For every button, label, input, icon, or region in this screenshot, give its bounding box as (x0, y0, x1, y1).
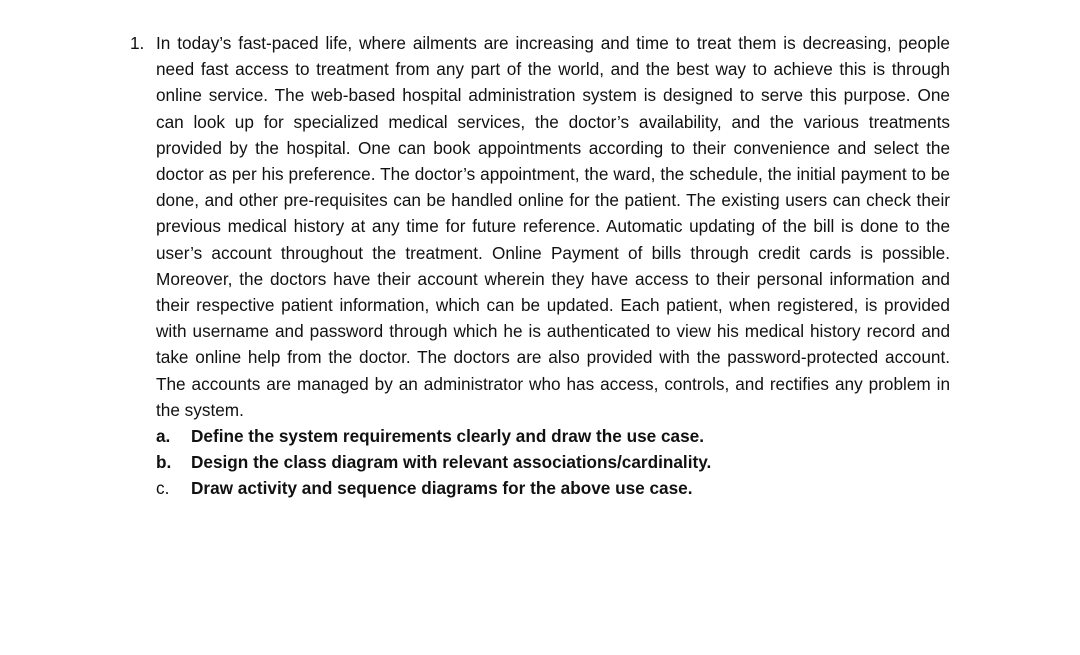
subpart-c (156, 475, 950, 501)
question-number: 1. (130, 33, 145, 53)
subpart-list (156, 423, 950, 502)
subpart-b (156, 449, 950, 475)
subpart-letter: b. (156, 452, 172, 473)
question-row (130, 30, 950, 502)
question-paragraph: In today’s fast-paced life, where ailments are increasing and time to treat them is decreasing, people need fast access to treatment from any part of the world, and the best way to achieve this is through online service. The web-based hospital administration system is designed to serve this purpose. One can look up for specialized medical services, the doctor’s availability, and the various treatments provided by the hospital. One can book appointments according to their convenience and select the doctor as per his preference. The doctor’s appointment, the ward, the schedule, the initial payment to be done, and other pre-requisites can be handled online for the patient. The existing users can check their previous medical history at any time for future reference. Automatic updating of the bill is done to the user’s account throughout the treatment. Online Payment of bills through credit cards is possible. Moreover, the doctors have their account wherein they have access to their personal information and their respective patient information, which can be updated. Each patient, when registered, is provided with username and password through which he is authenticated to view his medical history record and take online help from the doctor. The doctors are also provided with the password-protected account. The accounts are managed by an administrator who has access, controls, and rectifies any problem in the system. (156, 33, 950, 420)
subpart-text: Design the class diagram with relevant associations/cardinality. (191, 452, 712, 473)
subpart-letter: c. (156, 478, 170, 499)
question-block (130, 30, 950, 502)
subpart-letter: a. (156, 426, 171, 447)
question-content (156, 30, 950, 502)
subpart-text: Draw activity and sequence diagrams for the above use case. (191, 478, 693, 499)
subpart-text: Define the system requirements clearly and draw the use case. (191, 426, 704, 447)
subpart-a (156, 423, 950, 449)
